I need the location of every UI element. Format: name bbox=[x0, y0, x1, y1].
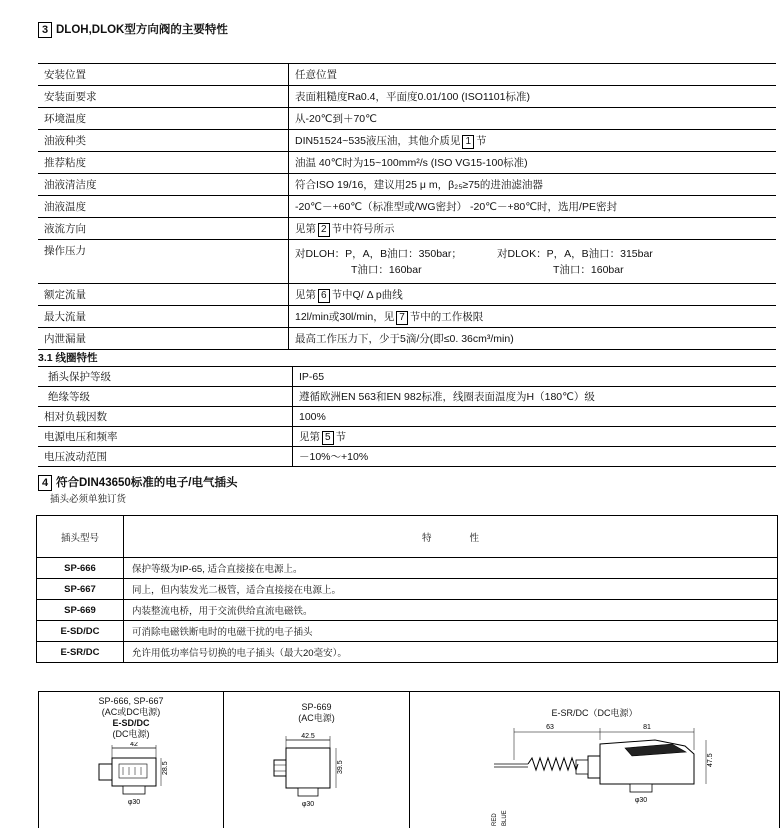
table-row bbox=[38, 196, 776, 218]
table-row bbox=[38, 284, 776, 306]
table-row bbox=[38, 64, 776, 86]
drawing-esr: E-SR/DC（DC电源） 63 81 47.5 φ30 RED BLUE bbox=[410, 691, 780, 828]
table-row bbox=[37, 621, 778, 642]
spec-label: 环境温度 bbox=[38, 108, 289, 130]
coil-table bbox=[38, 366, 776, 467]
header-plug-model: 插头型号 bbox=[37, 516, 124, 558]
plug-outline-svg bbox=[224, 730, 410, 830]
table-row bbox=[37, 600, 778, 621]
plug-desc: 可消除电磁铁断电时的电磁干扰的电子插头 bbox=[124, 621, 778, 642]
spec-value: 对DLOH：P，A，B油口：350bar； 对DLOK：P，A，B油口：315bar T油口：160bar T油口：160bar bbox=[289, 240, 777, 284]
coil-value: 100% bbox=[293, 407, 777, 427]
section-4-title: 4 符合DIN43650标准的电子/电气插头 bbox=[38, 474, 237, 491]
spec-value: -20℃－+60℃（标准型或/WG密封） -20℃－+80℃时，选用/PE密封 bbox=[289, 196, 777, 218]
table-row bbox=[38, 130, 776, 152]
plug-table bbox=[36, 515, 778, 663]
spec-value: 见第 2 节中符号所示 bbox=[289, 218, 777, 240]
table-row bbox=[37, 558, 778, 579]
wire-label-red: RED bbox=[492, 813, 498, 826]
spec-label: 油液种类 bbox=[38, 130, 289, 152]
spec-label: 油液清洁度 bbox=[38, 174, 289, 196]
dim-b: 81 bbox=[643, 724, 651, 731]
coil-value: 见第 5 节 bbox=[293, 427, 777, 447]
table-row bbox=[38, 306, 776, 328]
plug-desc: 内装整流电桥，用于交流供给直流电磁铁。 bbox=[124, 600, 778, 621]
spec-label: 推荐粘度 bbox=[38, 152, 289, 174]
spec-label: 操作压力 bbox=[38, 240, 289, 284]
table-row bbox=[38, 367, 776, 387]
plug-model: SP-666 bbox=[37, 558, 124, 579]
table-row bbox=[38, 328, 776, 350]
coil-label: 电源电压和频率 bbox=[38, 427, 293, 447]
table-row bbox=[38, 108, 776, 130]
plug-desc: 同上，但内装发光二极管，适合直接接在电源上。 bbox=[124, 579, 778, 600]
dim-height: 47.5 bbox=[707, 753, 714, 767]
plug-outline-svg bbox=[39, 742, 225, 832]
spec-value: 符合ISO 19/16，建议用25 μ m，β₂₅≥75的进油滤油器 bbox=[289, 174, 777, 196]
section-ref-box: 6 bbox=[318, 289, 330, 303]
spec-value: 任意位置 bbox=[289, 64, 777, 86]
table-row bbox=[38, 407, 776, 427]
coil-label: 电压波动范围 bbox=[38, 447, 293, 467]
dim-diameter: φ30 bbox=[127, 799, 141, 806]
section-number-box: 4 bbox=[38, 475, 52, 491]
header-feature: 特 性 bbox=[124, 516, 778, 558]
plug-model: SP-667 bbox=[37, 579, 124, 600]
section-3-title: 3 DLOH,DLOK型方向阀的主要特性 bbox=[38, 21, 228, 38]
spec-value: DIN51524~535液压油，其他介质见 1 节 bbox=[289, 130, 777, 152]
wire-label-blue: BLUE bbox=[502, 810, 508, 826]
spec-value: 12l/min或30l/min，见 7 节中的工作极限 bbox=[289, 306, 777, 328]
plug-model: SP-669 bbox=[37, 600, 124, 621]
spec-label: 安装位置 bbox=[38, 64, 289, 86]
dim-diameter: φ30 bbox=[634, 797, 648, 804]
drawing-sp669: SP-669 (AC电源) 42.5 39.5 φ30 bbox=[224, 691, 410, 828]
esr-outline-svg bbox=[410, 720, 780, 830]
spec-label: 内泄漏量 bbox=[38, 328, 289, 350]
table-row bbox=[37, 579, 778, 600]
dim-width: 42 bbox=[130, 742, 138, 748]
drawing-sp666: SP-666, SP-667 (AC或DC电源) E-SD/DC (DC电源) 42 28.5 φ30 bbox=[38, 691, 224, 828]
coil-value: 遵循欧洲EN 563和EN 982标准，线圈表面温度为H（180℃）级 bbox=[293, 387, 777, 407]
dim-height: 28.5 bbox=[162, 761, 169, 775]
table-row bbox=[38, 240, 776, 284]
plug-model: E-SD/DC bbox=[37, 621, 124, 642]
table-row bbox=[38, 447, 776, 467]
section-ref-box: 1 bbox=[462, 135, 474, 149]
spec-label: 额定流量 bbox=[38, 284, 289, 306]
section-ref-box: 7 bbox=[396, 311, 408, 325]
dim-a: 63 bbox=[546, 724, 554, 731]
dim-width: 42.5 bbox=[301, 733, 315, 740]
spec-label: 安装面要求 bbox=[38, 86, 289, 108]
coil-label: 插头保护等级 bbox=[38, 367, 293, 387]
table-row bbox=[38, 86, 776, 108]
coil-value: IP-65 bbox=[293, 367, 777, 387]
coil-label: 绝缘等级 bbox=[38, 387, 293, 407]
plug-desc: 允许用低功率信号切换的电子插头（最大20毫安）。 bbox=[124, 642, 778, 663]
table-row bbox=[38, 427, 776, 447]
spec-value: 见第 6 节中Q/ Δ p曲线 bbox=[289, 284, 777, 306]
spec-table bbox=[38, 63, 776, 350]
dim-diameter: φ30 bbox=[301, 801, 315, 808]
spec-value: 最高工作压力下，少于5滴/分(即≤0. 36cm³/min) bbox=[289, 328, 777, 350]
section-4-note: 插头必须单独订货 bbox=[50, 494, 127, 505]
coil-label: 相对负载因数 bbox=[38, 407, 293, 427]
table-row bbox=[38, 218, 776, 240]
dim-height: 39.5 bbox=[337, 760, 344, 774]
table-row bbox=[38, 387, 776, 407]
table-row bbox=[38, 174, 776, 196]
section-3-1-title: 3.1 线圈特性 bbox=[38, 352, 98, 364]
plug-desc: 保护等级为IP-65, 适合直接接在电源上。 bbox=[124, 558, 778, 579]
section-number-box: 3 bbox=[38, 22, 52, 38]
plug-model: E-SR/DC bbox=[37, 642, 124, 663]
spec-value: 从-20℃到＋70℃ bbox=[289, 108, 777, 130]
section-ref-box: 2 bbox=[318, 223, 330, 237]
table-row bbox=[38, 152, 776, 174]
table-header-row bbox=[37, 516, 778, 558]
spec-label: 液流方向 bbox=[38, 218, 289, 240]
spec-label: 最大流量 bbox=[38, 306, 289, 328]
spec-value: 油温 40℃时为15~100mm²/s (ISO VG15-100标准) bbox=[289, 152, 777, 174]
section-ref-box: 5 bbox=[322, 431, 334, 445]
spec-label: 油液温度 bbox=[38, 196, 289, 218]
coil-value: －10%～+10% bbox=[293, 447, 777, 467]
spec-value: 表面粗糙度Ra0.4，平面度0.01/100 (ISO1101标准) bbox=[289, 86, 777, 108]
table-row bbox=[37, 642, 778, 663]
